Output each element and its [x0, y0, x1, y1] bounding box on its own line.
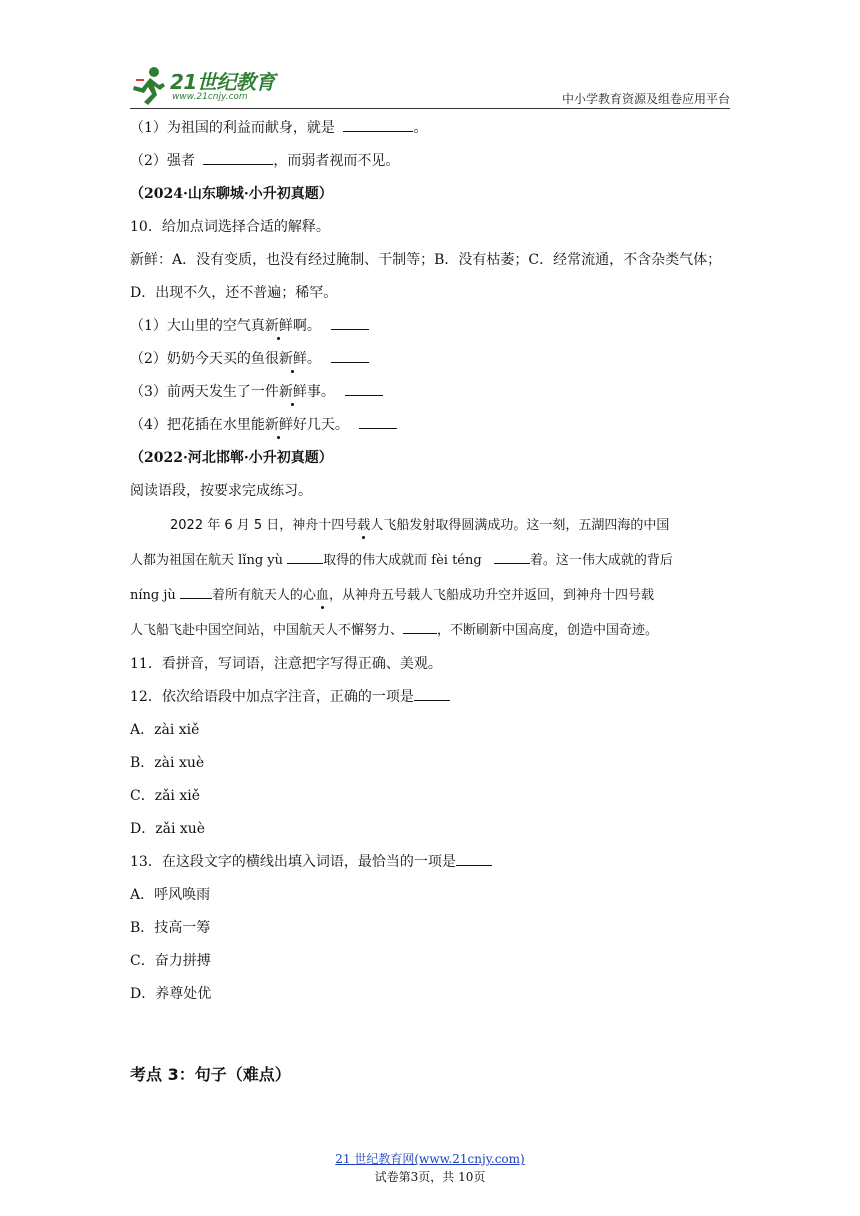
q12-option-a[interactable]: A．zài xiě [130, 722, 200, 738]
footer-link[interactable]: 21 世纪教育网(www.21cnjy.com) [335, 1152, 525, 1166]
q9-item-1: （1）为祖国的利益而献身，就是 。 [130, 112, 730, 145]
q12-option-c[interactable]: C．zǎi xiě [130, 788, 201, 804]
platform-name: 中小学教育资源及组卷应用平台 [561, 92, 730, 106]
answer-blank[interactable] [287, 549, 323, 564]
q10-item: （1）大山里的空气真新鲜啊。 [130, 310, 730, 343]
q13-option-a[interactable]: A．呼风唤雨 [130, 887, 211, 903]
answer-blank[interactable] [403, 619, 437, 634]
q10-stem: 10．给加点词选择合适的解释。 [130, 219, 330, 235]
dotted-word: 新鲜 [278, 351, 307, 367]
logo-text: 21世纪教育 [170, 70, 275, 94]
dotted-word: 新鲜 [278, 384, 307, 400]
q12-option-d[interactable]: D．zǎi xuè [130, 821, 206, 837]
page-number: 试卷第3页，共 10页 [374, 1170, 486, 1184]
q10-item: （2）奶奶今天买的鱼很新鲜。 [130, 343, 730, 376]
q13-option-d[interactable]: D．养尊处优 [130, 986, 212, 1002]
answer-blank[interactable] [494, 549, 530, 564]
answer-blank[interactable] [203, 150, 273, 165]
q13-option-c[interactable]: C．奋力拼搏 [130, 953, 211, 969]
footer-link-row [0, 1150, 860, 1167]
q10-definitions: 新鲜：A．没有变质，也没有经过腌制、干制等；B．没有枯萎；C．经常流通，不含杂类气体；D．出现不久，还不普遍；稀罕。 [130, 252, 722, 301]
answer-blank[interactable] [456, 851, 492, 866]
pinyin: lǐng yù [238, 553, 283, 568]
passage-line: 人飞船飞赴中国空间站，中国航天人不懈努力、 ，不断刷新中国高度，创造中国奇迹。 [130, 613, 730, 648]
pinyin: níng jù [130, 588, 176, 603]
section-heading: 考点 3：句子（难点） [130, 1065, 291, 1084]
q12-option-b[interactable]: B．zài xuè [130, 755, 205, 771]
q11-stem: 11．看拼音，写词语，注意把字写得正确、美观。 [130, 656, 442, 672]
exam-content [130, 112, 730, 1011]
answer-blank[interactable] [414, 686, 450, 701]
answer-blank[interactable] [359, 414, 397, 429]
pinyin: fèi téng [431, 553, 482, 568]
reading-passage [130, 508, 730, 648]
q12-stem: 12．依次给语段中加点字注音，正确的一项是 [130, 681, 730, 714]
passage-line: 人都为祖国在航天 lǐng yù 取得的伟大成就而 fèi téng 着。这一伟大成就的背后 [130, 543, 730, 578]
q9-item-2: （2）强者 ，而弱者视而不见。 [130, 145, 730, 178]
header-divider [130, 108, 730, 109]
site-logo[interactable] [130, 64, 280, 108]
page-header [130, 62, 730, 110]
logo-url: www.21cnjy.com [172, 92, 248, 102]
question-source: （2022·河北邯郸·小升初真题） [130, 450, 333, 466]
dotted-word: 新鲜 [264, 318, 293, 334]
answer-blank[interactable] [345, 381, 383, 396]
q13-stem: 13．在这段文字的横线出填入词语，最恰当的一项是 [130, 846, 730, 879]
question-source: （2024·山东聊城·小升初真题） [130, 186, 333, 202]
q10-item: （3）前两天发生了一件新鲜事。 [130, 376, 730, 409]
q13-option-b[interactable]: B．技高一筹 [130, 920, 211, 936]
answer-blank[interactable] [331, 315, 369, 330]
passage-line: 2022 年 6 月 5 日，神舟十四号载人飞船发射取得圆满成功。这一刻，五湖四海的中国 [170, 518, 670, 533]
reading-intro: 阅读语段，按要求完成练习。 [130, 483, 312, 499]
answer-blank[interactable] [343, 117, 413, 132]
dotted-word: 新鲜 [264, 417, 293, 433]
runner-icon [130, 66, 168, 106]
answer-blank[interactable] [331, 348, 369, 363]
answer-blank[interactable] [180, 584, 212, 599]
passage-line: níng jù 着所有航天人的心血，从神舟五号载人飞船成功升空并返回，到神舟十四号载 [130, 578, 730, 613]
q10-item: （4）把花插在水里能新鲜好几天。 [130, 409, 730, 442]
